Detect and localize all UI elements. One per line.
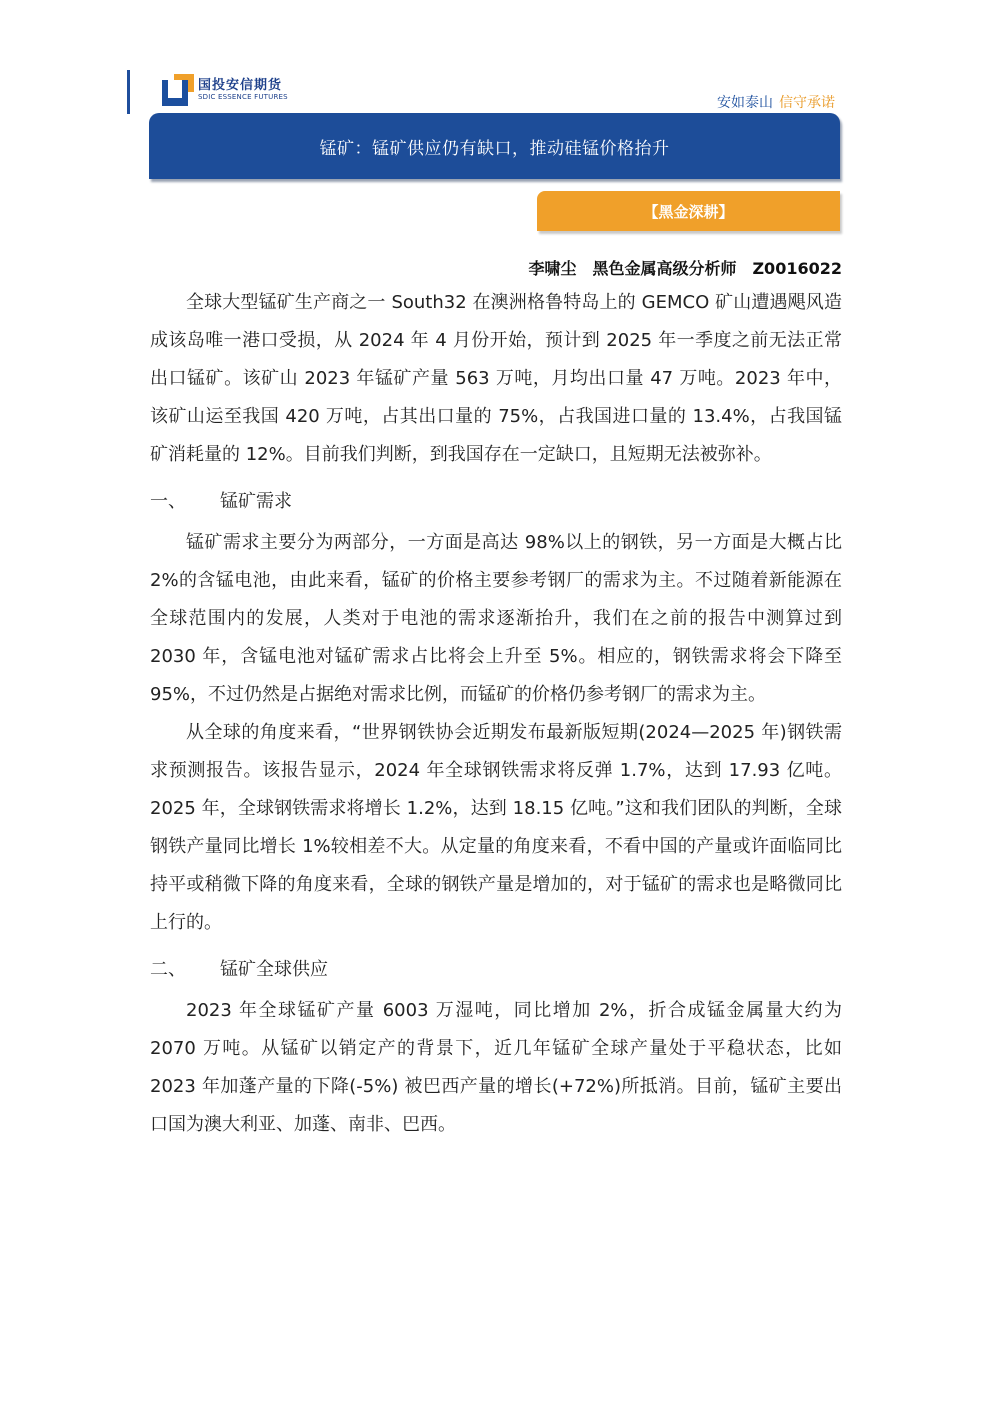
logo-icon xyxy=(162,74,194,106)
section-title: 锰矿全球供应 xyxy=(220,959,328,980)
section-heading-demand xyxy=(150,482,842,522)
title-banner xyxy=(149,113,840,179)
author-line: 李啸尘 黑色金属高级分析师 Z0016022 xyxy=(528,259,842,278)
slogan-part-1: 安如泰山 xyxy=(717,95,773,111)
slogan-part-2: 信守承诺 xyxy=(779,95,835,111)
company-logo xyxy=(162,74,288,106)
section-number: 一、 xyxy=(150,491,186,512)
intro-paragraph: 全球大型锰矿生产商之一 South32 在澳洲格鲁特岛上的 GEMCO 矿山遭遇飓风造成该岛唯一港口受损，从 2024 年 4 月份开始，预计到 2025 年一季度之前无法正常出口锰矿。该矿山 2023 年锰矿产量 563 万吨，月均出口量 47 万吨。2023 年中，该矿山运至我国 420 万吨，占其出口量的 75%，占我国进口量的 13.4%，占我国锰矿消耗量的 12%。目前我们判断，到我国存在一定缺口，且短期无法被弥补。 xyxy=(150,292,842,465)
article-body xyxy=(150,284,842,1144)
logo-chinese-name: 国投安信期货 xyxy=(198,78,283,93)
page-title: 锰矿：锰矿供应仍有缺口，推动硅锰价格抬升 xyxy=(319,138,670,159)
logo-english-name: SDIC ESSENCE FUTURES xyxy=(198,93,288,101)
column-tag xyxy=(537,191,840,231)
section-number: 二、 xyxy=(150,959,186,980)
paragraph: 2023 年全球锰矿产量 6003 万湿吨，同比增加 2%，折合成锰金属量大约为 2070 万吨。从锰矿以销定产的背景下，近几年锰矿全球产量处于平稳状态，比如 2023 年加蓬产量的下降(-5%) 被巴西产量的增长(+72%)所抵消。目前，锰矿主要出口国为澳大利亚、加蓬、南非、巴西。 xyxy=(150,1000,842,1135)
slogan xyxy=(717,92,835,112)
section-heading-supply xyxy=(150,950,842,990)
header-accent-bar xyxy=(127,70,130,114)
column-tag-label: 【黑金深耕】 xyxy=(643,202,734,221)
paragraph: 锰矿需求主要分为两部分，一方面是高达 98%以上的钢铁，另一方面是大概占比 2%的含锰电池，由此来看，锰矿的价格主要参考钢厂的需求为主。不过随着新能源在全球范围内的发展，人类对于电池的需求逐渐抬升，我们在之前的报告中测算过到 2030 年，含锰电池对锰矿需求占比将会上升至 5%。相应的，钢铁需求将会下降至 95%，不过仍然是占据绝对需求比例，而锰矿的价格仍参考钢厂的需求为主。 xyxy=(150,532,842,705)
paragraph: 从全球的角度来看，“世界钢铁协会近期发布最新版短期(2024—2025 年)钢铁需求预测报告。该报告显示，2024 年全球钢铁需求将反弹 1.7%，达到 17.93 亿吨。2025 年，全球钢铁需求将增长 1.2%，达到 18.15 亿吨。”这和我们团队的判断，全球钢铁产量同比增长 1%较相差不大。从定量的角度来看，不看中国的产量或许面临同比持平或稍微下降的角度来看，全球的钢铁产量是增加的，对于锰矿的需求也是略微同比上行的。 xyxy=(150,722,842,933)
section-title: 锰矿需求 xyxy=(220,491,292,512)
